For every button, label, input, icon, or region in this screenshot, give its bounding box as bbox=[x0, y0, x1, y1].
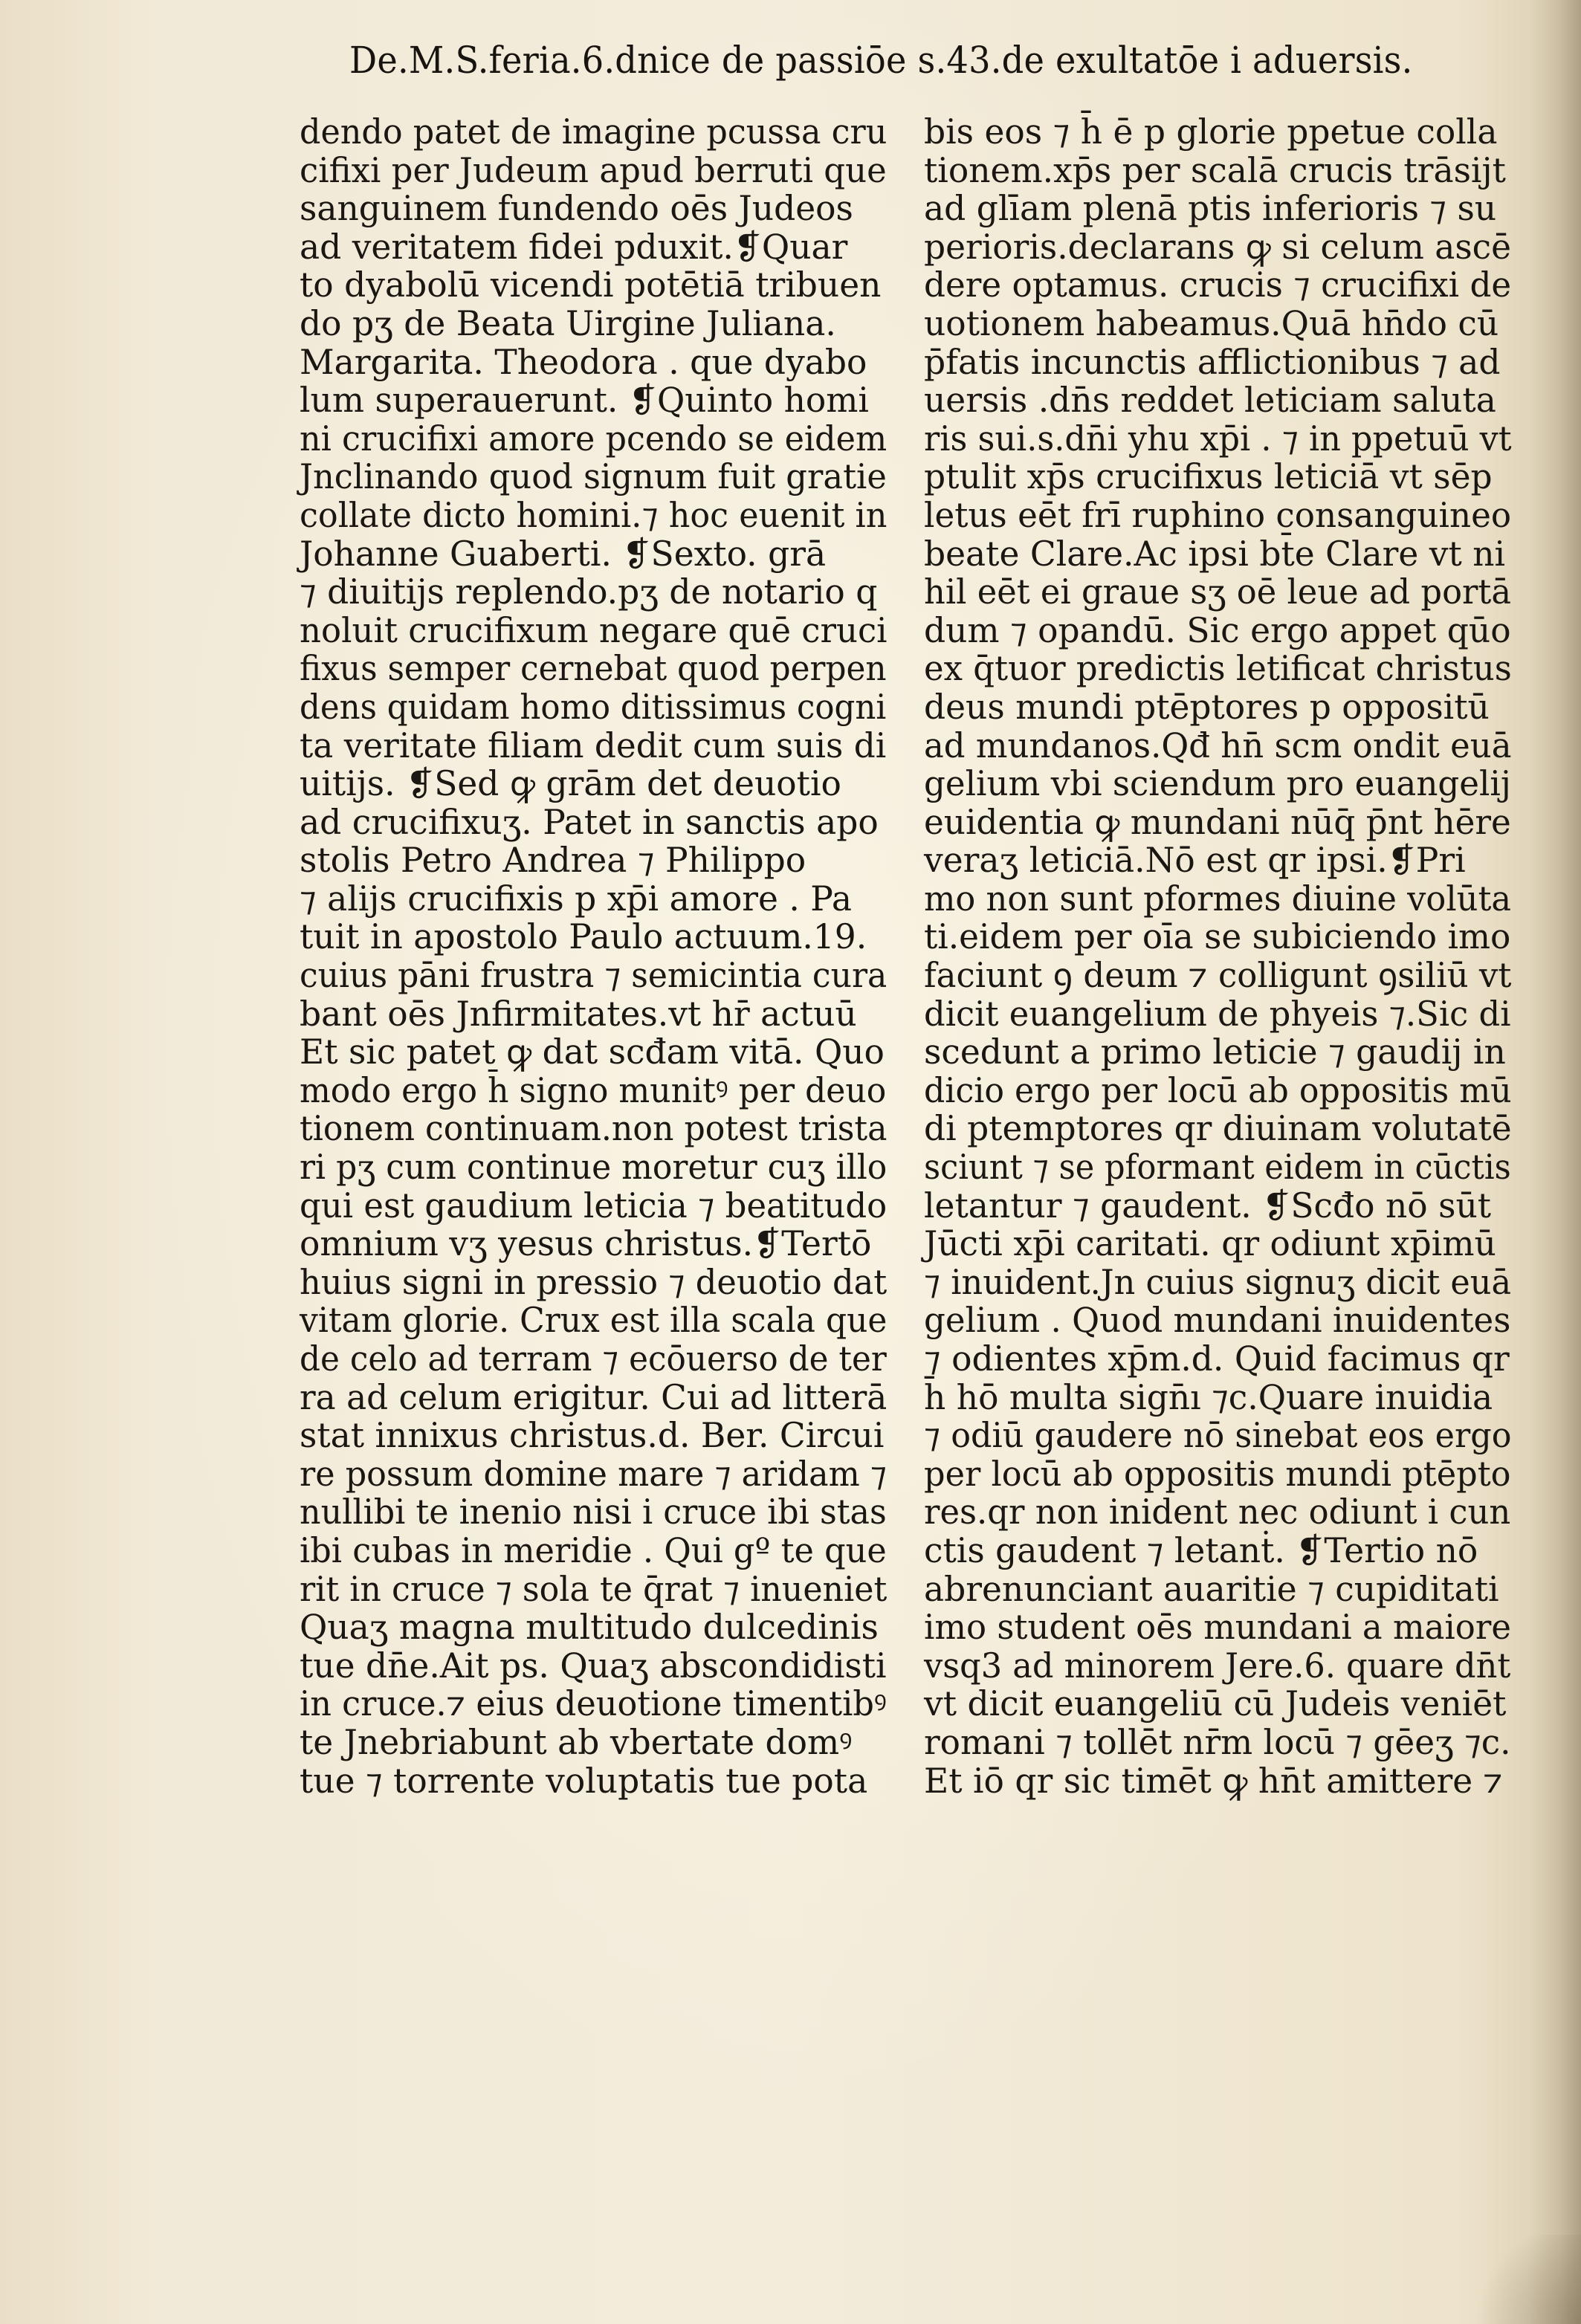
right-column-line: vsq3 ad minorem Jere.6. quare dn̄t bbox=[924, 1645, 1511, 1686]
right-column-line: dere optamus. crucis ⁊ crucifixi de bbox=[924, 265, 1512, 305]
right-column-line: ptulit xp̄s crucifixus leticiā vt sēp bbox=[924, 457, 1493, 497]
right-column-line: ti.eidem per oīa se subiciendo imo bbox=[924, 917, 1511, 957]
right-column-line: scedunt a primo leticie ⁊ gaudij in bbox=[924, 1032, 1506, 1072]
left-column-line: huius signi in pressio ⁊ deuotio dat bbox=[300, 1262, 888, 1302]
right-column-line: deus mundi ptēptores p oppositū bbox=[924, 687, 1490, 727]
left-column-line: Quaʒ magna multitudo dulcedinis bbox=[300, 1608, 879, 1648]
left-column-line: ⁊ alijs crucifixis p xp̄i amore . Pa bbox=[300, 878, 852, 919]
right-column-line: ad glīam plenā ptis inferioris ⁊ su bbox=[924, 189, 1497, 229]
right-column-line: letus eēt frī ruphino consanguineo bbox=[924, 495, 1512, 535]
left-column-line: uitijs. ❡Sed ꝙ grām det deuotio bbox=[300, 764, 841, 804]
left-column-line: ibi cubas in meridie . Qui gº te que bbox=[300, 1530, 887, 1570]
right-column-line: sciunt ⁊ se pformant eidem in cūctis bbox=[924, 1148, 1511, 1188]
right-column-line: veraʒ leticiā.Nō est qr ipsi.❡Pri bbox=[924, 841, 1466, 881]
left-column-line: ri pʒ cum continue moretur cuʒ illo bbox=[300, 1148, 888, 1188]
left-column-line: dendo patet de imagine pcussa cru bbox=[300, 112, 888, 152]
left-column-line: Jnclinando quod signum fuit gratie bbox=[300, 457, 887, 497]
right-column-line: tionem.xp̄s per scalā crucis trāsijt bbox=[924, 150, 1506, 190]
right-column-line: dicio ergo per locū ab oppositis mū bbox=[924, 1070, 1512, 1110]
right-column-line: per locū ab oppositis mundi ptēpto bbox=[924, 1454, 1511, 1494]
right-column-line: di ptemptores qr diuinam volutatē bbox=[924, 1109, 1512, 1149]
left-column-line: collate dicto homini.⁊ hoc euenit in bbox=[300, 495, 888, 535]
right-column-line: ⁊ odientes xp̄m.d. Quid facimus qr bbox=[924, 1339, 1510, 1379]
left-column-line: qui est gaudium leticia ⁊ beatitudo bbox=[300, 1185, 888, 1226]
right-column-line: dum ⁊ opandū. Sic ergo appet qūo bbox=[924, 610, 1511, 650]
right-column-line: gelium . Quod mundani inuidentes bbox=[924, 1301, 1511, 1341]
left-column-line: ⁊ diuitijs replendo.pʒ de notario q bbox=[300, 572, 878, 612]
right-column-line: ex q̄tuor predictis letificat christus bbox=[924, 649, 1512, 689]
left-column-line: Margarita. Theodora . que dyabo bbox=[300, 342, 867, 382]
right-column-line: Et iō qr sic timēt ꝙ hn̄t amittere ⁊ bbox=[924, 1761, 1503, 1801]
right-column-line: ctis gaudent ⁊ letanṫ. ❡Tertio nō bbox=[924, 1530, 1478, 1570]
left-column bbox=[300, 113, 887, 1800]
right-column-line: bis eos ⁊ h̄ ē p glorie ppetue colla bbox=[924, 112, 1498, 152]
right-column-line: hil eēt ei graue sʒ oē leue ad portā bbox=[924, 572, 1512, 612]
left-column-line: ra ad celum erigitur. Cui ad litterā bbox=[300, 1377, 888, 1417]
right-column-line: res.qr non inident nec odiunt i cun bbox=[924, 1492, 1511, 1532]
left-column-line: ad crucifixuʒ. Patet in sanctis apo bbox=[300, 802, 879, 842]
left-column-line: tionem continuam.non potest trista bbox=[300, 1109, 888, 1149]
left-column-line: sanguinem fundendo oēs Judeos bbox=[300, 189, 853, 229]
left-column-line: tue dn̄e.Ait ps. Quaʒ abscondidisti bbox=[300, 1645, 887, 1686]
left-column-line: ta veritate filiam dedit cum suis di bbox=[300, 725, 887, 766]
right-column-line: imo student oēs mundani a maiore bbox=[924, 1608, 1511, 1648]
right-column-line: gelium vbi sciendum pro euangelij bbox=[924, 764, 1511, 804]
left-column-line: rit in cruce ⁊ sola te q̄rat ⁊ inueniet bbox=[300, 1569, 888, 1609]
left-column-line: do pʒ de Beata Uirgine Juliana. bbox=[300, 303, 836, 343]
right-column-line: uersis .dn̄s reddet leticiam saluta bbox=[924, 381, 1496, 421]
right-column-line: h̄ hō multa sign̄ı ⁊c.Quare inuidia bbox=[924, 1377, 1493, 1417]
right-column-line: p̄fatis incunctis afflictionibus ⁊ ad bbox=[924, 342, 1501, 382]
left-column-line: cifixi per Judeum apud berruti que bbox=[300, 150, 887, 190]
left-column-line: Johanne Guaberti. ❡Sexto. grā bbox=[300, 534, 827, 574]
left-column-line: vitam glorie. Crux est illa scala que bbox=[300, 1301, 888, 1341]
left-column-line: omnium vʒ yesus christus.❡Tertō bbox=[300, 1224, 872, 1264]
left-column-line: to dyabolū vicendi potētiā tribuen bbox=[300, 265, 882, 305]
left-column-line: dens quidam homo ditissimus cogni bbox=[300, 687, 887, 727]
left-column-line: stolis Petro Andrea ⁊ Philippo bbox=[300, 841, 806, 881]
gutter-shadow bbox=[1529, 0, 1581, 2324]
right-column-line: beate Clare.Ac ipsi bt̄e Clare vt ni bbox=[924, 534, 1506, 574]
left-column-line: cuius pāni frustra ⁊ semicintia cura bbox=[300, 956, 888, 996]
right-column-line: euidentia ꝙ mundani nūq̄ p̄nt hēre bbox=[924, 802, 1511, 842]
right-column bbox=[924, 113, 1511, 1800]
left-column-line: fixus semper cernebat quod perpen bbox=[300, 649, 887, 689]
running-head: De.M.S.feria.6.dnice de passiōe s.43.de exultatōe i aduersis. bbox=[349, 39, 1413, 82]
left-column-line: stat innixus christus.d. Ber. Circui bbox=[300, 1416, 885, 1456]
left-column-line: nullibi te inenio nisi i cruce ibi stas bbox=[300, 1492, 887, 1532]
right-column-line: ris sui.s.dn̄i yhu xp̄i . ⁊ in ppetuū vt bbox=[924, 418, 1512, 459]
left-column-line: ad veritatem fidei pduxit.❡Quar bbox=[300, 227, 848, 267]
right-column-line: mo non sunt pformes diuine volūta bbox=[924, 878, 1512, 919]
right-column-line: abrenunciant auaritie ⁊ cupiditati bbox=[924, 1569, 1499, 1609]
right-column-line: faciunt ꝯ deum ⁊ colligunt ꝯsiliū vt bbox=[924, 956, 1512, 996]
left-column-line: de celo ad terram ⁊ ecōuerso de ter bbox=[300, 1339, 887, 1379]
left-column-line: lum superauerunt. ❡Quinto homi bbox=[300, 381, 869, 421]
right-column-line: ad mundanos.Qđ hn̄ scm ondit euā bbox=[924, 725, 1512, 766]
right-column-line: perioris.declarans ꝙ si celum ascē bbox=[924, 227, 1512, 267]
left-column-line: tuit in apostolo Paulo actuum.19. bbox=[300, 917, 867, 957]
left-column-line: modo ergo h̄ signo munitꝰ per deuo bbox=[300, 1070, 887, 1110]
right-column-line: uotionem habeamus.Quā hn̄do cū bbox=[924, 303, 1499, 343]
right-column-line: ⁊ inuident.Jn cuius signuʒ dicit euā bbox=[924, 1262, 1512, 1302]
page-corner-shadow bbox=[1462, 2235, 1581, 2324]
right-column-line: dicit euangelium de phyeis ⁊.Sic di bbox=[924, 994, 1511, 1034]
left-column-line: noluit crucifixum negare quē cruci bbox=[300, 610, 888, 650]
right-column-line: romani ⁊ tollēt nr̄m locū ⁊ gēeʒ ⁊c. bbox=[924, 1722, 1511, 1762]
right-column-line: vt dicit euangeliū cū Judeis veniēt bbox=[924, 1684, 1507, 1724]
left-column-line: re possum domine mare ⁊ aridam ⁊ bbox=[300, 1454, 887, 1494]
left-column-line: tue ⁊ torrente voluptatis tue pota bbox=[300, 1761, 868, 1801]
left-column-line: ni crucifixi amore pcendo se eidem bbox=[300, 418, 888, 459]
right-column-line: letantur ⁊ gaudent. ❡Scđo nō sūt bbox=[924, 1185, 1492, 1226]
left-column-line: in cruce.⁊ eius deuotione timentibꝰ bbox=[300, 1684, 887, 1724]
right-column-line: Jūcti xp̄i caritati. qr odiunt xp̄imū bbox=[924, 1224, 1496, 1264]
left-column-line: bant oēs Jnfirmitates.vt hr̄ actuū bbox=[300, 994, 857, 1034]
left-column-line: te Jnebriabunt ab vbertate domꝰ bbox=[300, 1722, 853, 1762]
left-column-line: Et sic patet ꝙ dat scđam vitā. Quo bbox=[300, 1032, 885, 1072]
right-column-line: ⁊ odiū gaudere nō sinebat eos ergo bbox=[924, 1416, 1512, 1456]
